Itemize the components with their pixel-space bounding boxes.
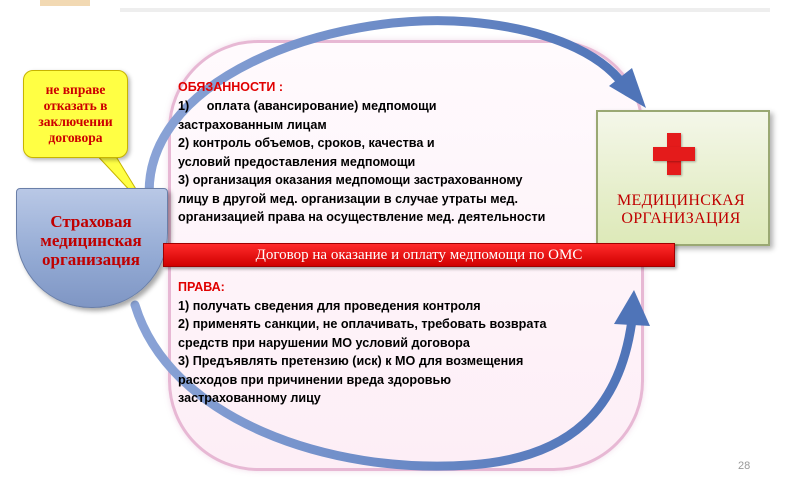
rights-item-2: 2) применять санкции, не оплачивать, требовать возврата средств при нарушении МО условий договора xyxy=(178,317,547,350)
arrow-bottom-head xyxy=(614,290,650,326)
medical-org-label: МЕДИЦИНСКАЯ ОРГАНИЗАЦИЯ xyxy=(616,192,745,227)
refusal-callout: не вправе отказать в заключении договора xyxy=(23,70,128,158)
contract-banner: Договор на оказание и оплату медпомощи по ОМС xyxy=(163,243,675,267)
duties-item-3: 3) организация оказания медпомощи застрахованному лицу в другой мед. организации в случае утраты мед. организацией права на осуществление мед. деятельности xyxy=(178,173,546,225)
duties-item-1: 1) оплата (авансирование) медпомощи застрахованным лицам xyxy=(178,99,437,132)
red-cross-icon xyxy=(653,133,695,175)
duties-title: ОБЯЗАННОСТИ : xyxy=(178,80,283,94)
insurer-label: Страховая медицинская организация xyxy=(40,212,142,269)
rights-item-1: 1) получать сведения для проведения контроля xyxy=(178,299,481,313)
rights-item-3: 3) Предъявлять претензию (иск) к МО для возмещения расходов при причинении вреда здоровью застрахованному лицу xyxy=(178,354,524,406)
rights-title: ПРАВА: xyxy=(178,280,225,294)
duties-item-2: 2) контроль объемов, сроков, качества и условий предоставления медпомощи xyxy=(178,136,435,169)
page-number: 28 xyxy=(738,460,751,472)
